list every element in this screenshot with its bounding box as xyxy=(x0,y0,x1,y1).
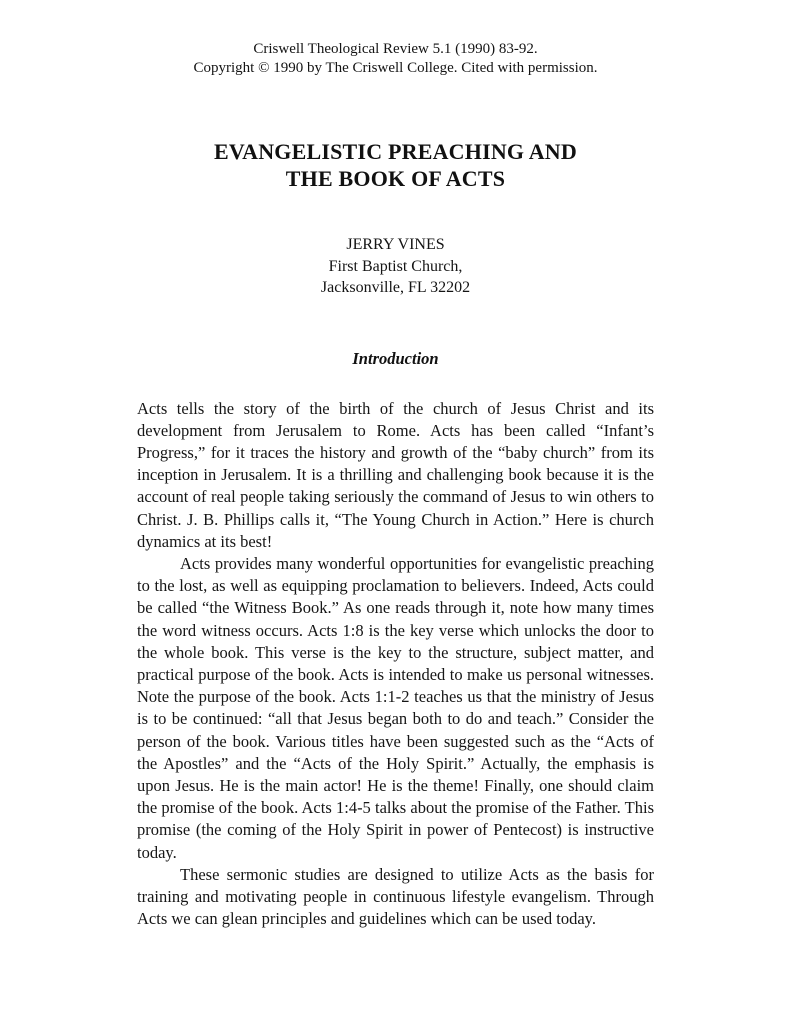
section-heading-introduction: Introduction xyxy=(352,348,439,368)
article-title-line1: EVANGELISTIC PREACHING AND xyxy=(214,139,577,164)
article-body xyxy=(137,398,654,931)
paragraph-2: Acts provides many wonderful opportunities for evangelistic preaching to the lost, as well as equipping proclamation to believers. Indeed, Acts could be called “the Witness Book.” As one reads through it, note how many times the word witness occurs. Acts 1:8 is the key verse which unlocks the door to the whole book. This verse is the key to the structure, subject matter, and practical purpose of the book. Acts is intended to make us personal witnesses. Note the purpose of the book. Acts 1:1-2 teaches us that the ministry of Jesus is to be continued: “all that Jesus began both to do and teach.” Consider the person of the book. Various titles have been suggested such as the “Acts of the Apostles” and the “Acts of the Holy Spirit.” Actually, the emphasis is upon Jesus. He is the main actor! He is the theme! Finally, one should claim the promise of the book. Acts 1:4-5 talks about the promise of the Father. This promise (the coming of the Holy Spirit in power of Pentecost) is instructive today. xyxy=(137,553,654,862)
article-title-line2: THE BOOK OF ACTS xyxy=(285,166,506,191)
journal-citation: Criswell Theological Review 5.1 (1990) 83-92. xyxy=(253,41,538,57)
author-affiliation-line1: First Baptist Church, xyxy=(328,257,463,275)
paragraph-3: These sermonic studies are designed to utilize Acts as the basis for training and motivating people in continuous lifestyle evangelism. Through Acts we can glean principles and guidelines which can be used today. xyxy=(137,864,654,929)
paragraph-1: Acts tells the story of the birth of the church of Jesus Christ and its development from Jerusalem to Rome. Acts has been called “Infant’s Progress,” for it traces the history and growth of the “baby church” from its inception in Jerusalem. It is a thrilling and challenging book because it is the account of real people taking seriously the command of Jesus to win others to Christ. J. B. Phillips calls it, “The Young Church in Action.” Here is church dynamics at its best! xyxy=(137,398,654,551)
article-title xyxy=(137,138,654,192)
author-affiliation-line2: Jacksonville, FL 32202 xyxy=(320,279,471,296)
author-name: JERRY VINES xyxy=(346,236,445,253)
journal-header xyxy=(137,40,654,78)
author-block xyxy=(137,234,654,299)
copyright-notice: Copyright © 1990 by The Criswell College. Cited with permission. xyxy=(193,60,598,76)
